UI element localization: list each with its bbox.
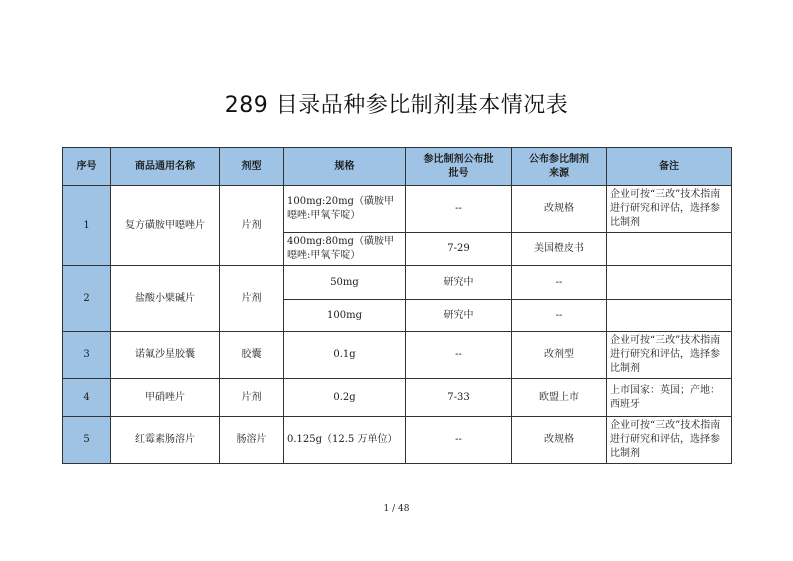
header-source-line2: 来源 <box>549 167 569 179</box>
cell-batch: -- <box>406 186 512 233</box>
cell-seq: 5 <box>63 417 111 464</box>
header-source <box>512 148 607 186</box>
cell-name: 盐酸小檗碱片 <box>111 266 220 332</box>
table-row <box>63 332 732 379</box>
cell-seq: 1 <box>63 186 111 266</box>
cell-note: 企业可按“三改”技术指南进行研究和评估，选择参比制剂 <box>607 332 732 379</box>
cell-form: 片剂 <box>220 379 284 417</box>
cell-form: 片剂 <box>220 266 284 332</box>
cell-spec: 400mg:80mg（磺胺甲噁唑:甲氧苄啶） <box>284 233 406 266</box>
header-note: 备注 <box>607 148 732 186</box>
cell-source: -- <box>512 300 607 332</box>
header-seq: 序号 <box>63 148 111 186</box>
cell-note <box>607 266 732 300</box>
cell-seq: 3 <box>63 332 111 379</box>
cell-batch: 7-29 <box>406 233 512 266</box>
cell-batch: 研究中 <box>406 300 512 332</box>
header-source-line1: 公布参比制剂 <box>529 153 589 165</box>
cell-name: 红霉素肠溶片 <box>111 417 220 464</box>
cell-batch: 研究中 <box>406 266 512 300</box>
header-form: 剂型 <box>220 148 284 186</box>
cell-source: 改规格 <box>512 417 607 464</box>
header-name: 商品通用名称 <box>111 148 220 186</box>
header-batch-line2: 批号 <box>448 167 469 179</box>
cell-form: 肠溶片 <box>220 417 284 464</box>
table-row <box>63 266 732 300</box>
table-header-row <box>63 148 732 186</box>
cell-source: -- <box>512 266 607 300</box>
cell-name: 诺氟沙星胶囊 <box>111 332 220 379</box>
cell-note: 上市国家：英国；产地：西班牙 <box>607 379 732 417</box>
table-row <box>63 417 732 464</box>
cell-spec: 100mg:20mg（磺胺甲噁唑:甲氧苄啶） <box>284 186 406 233</box>
header-batch-line1: 参比制剂公布批 <box>423 153 494 165</box>
reference-drug-table <box>62 147 732 464</box>
cell-source: 美国橙皮书 <box>512 233 607 266</box>
table-row <box>63 186 732 233</box>
cell-source: 改规格 <box>512 186 607 233</box>
header-batch <box>406 148 512 186</box>
cell-form: 片剂 <box>220 186 284 266</box>
cell-note: 企业可按“三改”技术指南进行研究和评估，选择参比制剂 <box>607 186 732 233</box>
cell-spec: 50mg <box>284 266 406 300</box>
cell-name: 甲硝唑片 <box>111 379 220 417</box>
cell-batch: -- <box>406 332 512 379</box>
cell-seq: 2 <box>63 266 111 332</box>
cell-spec: 0.1g <box>284 332 406 379</box>
cell-form: 胶囊 <box>220 332 284 379</box>
cell-spec: 0.2g <box>284 379 406 417</box>
table-row <box>63 379 732 417</box>
header-spec: 规格 <box>284 148 406 186</box>
cell-name: 复方磺胺甲噁唑片 <box>111 186 220 266</box>
cell-source: 欧盟上市 <box>512 379 607 417</box>
cell-note: 企业可按“三改”技术指南进行研究和评估，选择参比制剂 <box>607 417 732 464</box>
cell-batch: -- <box>406 417 512 464</box>
cell-spec: 100mg <box>284 300 406 332</box>
cell-note <box>607 300 732 332</box>
cell-seq: 4 <box>63 379 111 417</box>
page-number: 1 / 48 <box>383 504 410 514</box>
cell-source: 改剂型 <box>512 332 607 379</box>
cell-batch: 7-33 <box>406 379 512 417</box>
cell-note <box>607 233 732 266</box>
page-title: 289 目录品种参比制剂基本情况表 <box>224 93 569 118</box>
cell-spec: 0.125g（12.5 万单位） <box>284 417 406 464</box>
